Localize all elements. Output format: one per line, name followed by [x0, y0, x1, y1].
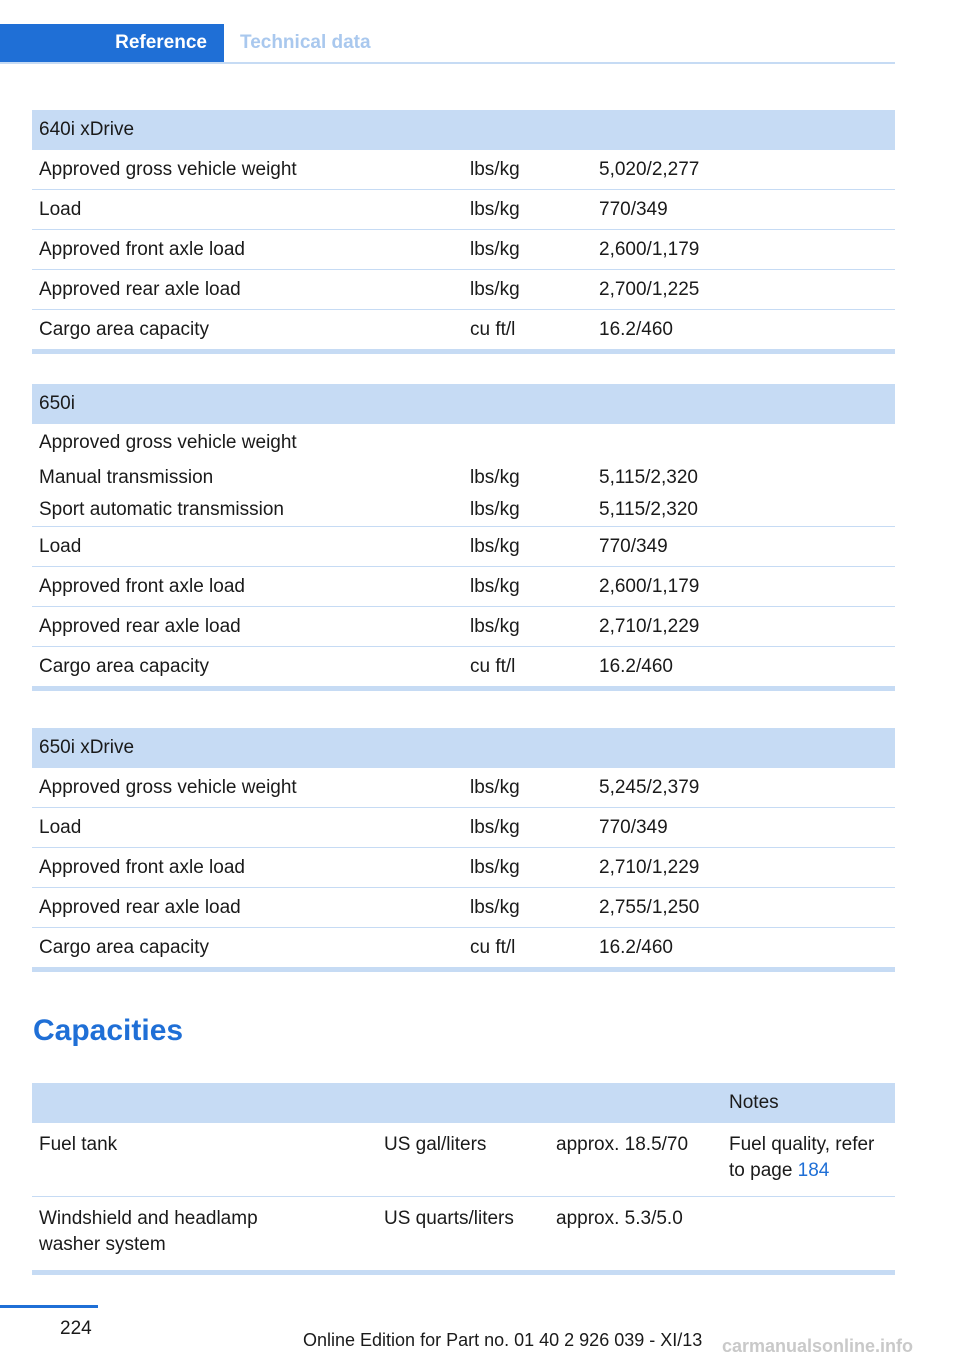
row-unit: lbs/kg [463, 230, 592, 270]
row-value: 2,755/1,250 [592, 888, 895, 928]
tab-reference[interactable]: Reference [0, 24, 224, 62]
row-label: Approved rear axle load [32, 607, 463, 647]
row-unit: cu ft/l [463, 647, 592, 689]
row-note [722, 1123, 895, 1197]
weights-table-650i [32, 384, 895, 691]
row-value-manual: 5,115/2,320 [599, 467, 698, 488]
table-row [32, 607, 895, 647]
page-header [0, 24, 895, 64]
table-title: 650i xDrive [32, 728, 895, 768]
row-value: 16.2/460 [592, 928, 895, 970]
table-title: 640i xDrive [32, 110, 895, 150]
row-unit: lbs/kg [463, 808, 592, 848]
row-label: Approved front axle load [32, 567, 463, 607]
row-label: Load [32, 808, 463, 848]
table-row [32, 848, 895, 888]
row-label: Approved rear axle load [32, 270, 463, 310]
row-label: Approved gross vehicle weight [39, 432, 297, 453]
row-label: Cargo area capacity [32, 647, 463, 689]
row-value: 16.2/460 [592, 647, 895, 689]
row-value: 2,700/1,225 [592, 270, 895, 310]
row-value: approx. 5.3/5.0 [549, 1197, 722, 1273]
row-value: 5,245/2,379 [592, 768, 895, 808]
table-row [32, 567, 895, 607]
table-header-row [32, 1083, 895, 1123]
row-unit: lbs/kg [463, 150, 592, 190]
row-unit: US gal/liters [377, 1123, 549, 1197]
row-unit: lbs/kg [463, 567, 592, 607]
row-label: Load [32, 527, 463, 567]
row-label: Approved front axle load [32, 230, 463, 270]
row-unit: lbs/kg [463, 190, 592, 230]
row-label: Cargo area capacity [32, 310, 463, 352]
table-row [32, 230, 895, 270]
row-value: 2,710/1,229 [592, 848, 895, 888]
table-row [32, 888, 895, 928]
section-title-capacities: Capacities [33, 1014, 184, 1047]
row-value: approx. 18.5/70 [549, 1123, 722, 1197]
row-unit: lbs/kg [470, 467, 520, 488]
notes-header: Notes [722, 1083, 895, 1123]
table-row [32, 190, 895, 230]
table-title: 650i [32, 384, 895, 424]
row-unit: lbs/kg [463, 768, 592, 808]
table-row [32, 270, 895, 310]
row-label-sport-auto: Sport automatic transmission [39, 499, 284, 520]
row-value: 2,710/1,229 [592, 607, 895, 647]
row-label: Cargo area capacity [32, 928, 463, 970]
row-unit: lbs/kg [463, 848, 592, 888]
table-row [32, 150, 895, 190]
table-row [32, 310, 895, 352]
edition-text: Online Edition for Part no. 01 40 2 926 039 - XI/13 [303, 1330, 703, 1350]
table-row [32, 647, 895, 689]
row-value: 2,600/1,179 [592, 567, 895, 607]
row-label: Load [32, 190, 463, 230]
row-value: 770/349 [592, 190, 895, 230]
row-label-manual: Manual transmission [39, 467, 214, 488]
table-row [32, 462, 895, 527]
row-label: Approved gross vehicle weight [32, 768, 463, 808]
row-value: 16.2/460 [592, 310, 895, 352]
row-value-sport-auto: 5,115/2,320 [599, 499, 698, 520]
row-label: Fuel tank [32, 1123, 377, 1197]
table-row [32, 1123, 895, 1197]
row-label: Windshield and headlamp washer system [32, 1197, 377, 1273]
row-label: Approved rear axle load [32, 888, 463, 928]
watermark: carmanualsonline.info [722, 1336, 914, 1356]
table-row [32, 527, 895, 567]
row-unit: lbs/kg [463, 607, 592, 647]
weights-table-650i-xdrive [32, 728, 895, 972]
row-unit: cu ft/l [463, 310, 592, 352]
table-row [32, 808, 895, 848]
page-number: 224 [60, 1318, 92, 1339]
row-label: Approved front axle load [32, 848, 463, 888]
note-text: Fuel quality, refer to page [729, 1134, 875, 1181]
row-unit: lbs/kg [463, 888, 592, 928]
table-row [32, 768, 895, 808]
row-unit: lbs/kg [463, 527, 592, 567]
row-value: 2,600/1,179 [592, 230, 895, 270]
table-row [32, 424, 895, 462]
table-row [32, 928, 895, 970]
weights-table-640i-xdrive [32, 110, 895, 354]
tab-technical-data[interactable]: Technical data [240, 32, 371, 53]
row-unit: lbs/kg [470, 499, 520, 520]
page-link[interactable]: 184 [797, 1160, 830, 1181]
row-unit: cu ft/l [463, 928, 592, 970]
table-row [32, 1197, 895, 1273]
row-value: 770/349 [592, 808, 895, 848]
row-label: Approved gross vehicle weight [32, 150, 463, 190]
footer-rule [0, 1305, 98, 1308]
row-value: 5,020/2,277 [592, 150, 895, 190]
row-unit: lbs/kg [463, 270, 592, 310]
row-value: 770/349 [592, 527, 895, 567]
capacities-table [32, 1083, 895, 1275]
row-unit: US quarts/liters [377, 1197, 549, 1273]
